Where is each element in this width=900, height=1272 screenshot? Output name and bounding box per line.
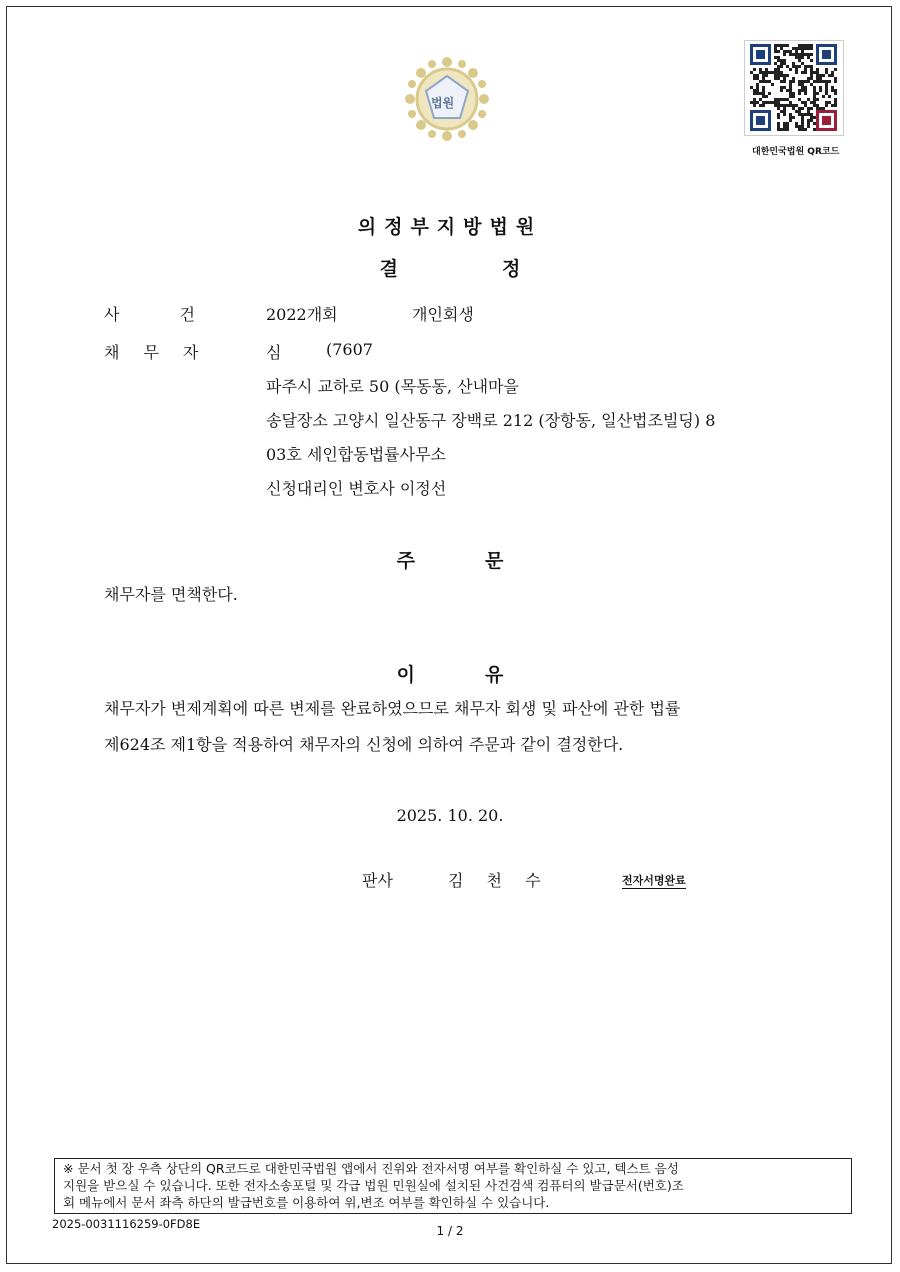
qr-code[interactable] xyxy=(744,40,844,136)
document-frame xyxy=(6,6,892,1264)
electronic-signature: 전자서명완료 xyxy=(622,874,686,887)
debtor-label: 채무자 xyxy=(104,343,223,362)
qr-code-icon xyxy=(745,41,843,135)
case-label: 사건 xyxy=(104,305,255,324)
seal-text: 법원 xyxy=(431,96,455,110)
notice-line2: 지원을 받으실 수 있습니다. 또한 전자소송포털 및 각급 법원 민원실에 설치된 사건검색 컴퓨터의 발급문서(번호)조 xyxy=(63,1178,684,1193)
issue-number: 2025-0031116259-0FD8E xyxy=(52,1217,201,1231)
page-number: 1 / 2 xyxy=(436,1224,464,1238)
debtor-address: 파주시 교하로 50 (목동동, 산내마을 xyxy=(266,377,519,396)
debtor-id: (7607 xyxy=(326,340,373,359)
verification-notice xyxy=(54,1158,852,1214)
court-name: 의정부지방법원 xyxy=(357,216,543,238)
reason-heading: 이유 xyxy=(396,664,574,686)
delivery-address-line2: 03호 세인합동법률사무소 xyxy=(266,445,447,464)
case-number: 2022개회 xyxy=(266,305,338,324)
reason-line1: 채무자가 변제계획에 따른 변제를 완료하였으므로 채무자 회생 및 파산에 관한 법률 xyxy=(104,699,681,718)
notice-line1: ※ 문서 첫 장 우측 상단의 QR코드로 대한민국법원 앱에서 진위와 전자서명 여부를 확인하실 수 있고, 텍스트 음성 xyxy=(63,1161,679,1176)
qr-caption: 대한민국법원 QR코드 xyxy=(752,147,840,157)
document-type: 결정 xyxy=(379,258,625,280)
decision-date: 2025. 10. 20. xyxy=(396,806,504,825)
case-type: 개인회생 xyxy=(412,305,474,324)
judge-name: 김 천 수 xyxy=(448,871,541,890)
notice-line3: 회 메뉴에서 문서 좌측 하단의 발급번호를 이용하여 위,변조 여부를 확인하실 수 있습니다. xyxy=(63,1195,550,1210)
judge-title: 판사 xyxy=(362,871,393,890)
reason-line2: 제624조 제1항을 적용하여 채무자의 신청에 의하여 주문과 같이 결정한다. xyxy=(104,735,624,754)
applicant-agent: 신청대리인 변호사 이정선 xyxy=(266,479,447,498)
debtor-name: 심 xyxy=(266,343,282,362)
order-text: 채무자를 면책한다. xyxy=(104,585,238,604)
order-heading: 주문 xyxy=(396,550,574,572)
delivery-address-line1: 송달장소 고양시 일산동구 장백로 212 (장항동, 일산법조빌딩) 8 xyxy=(266,411,716,430)
